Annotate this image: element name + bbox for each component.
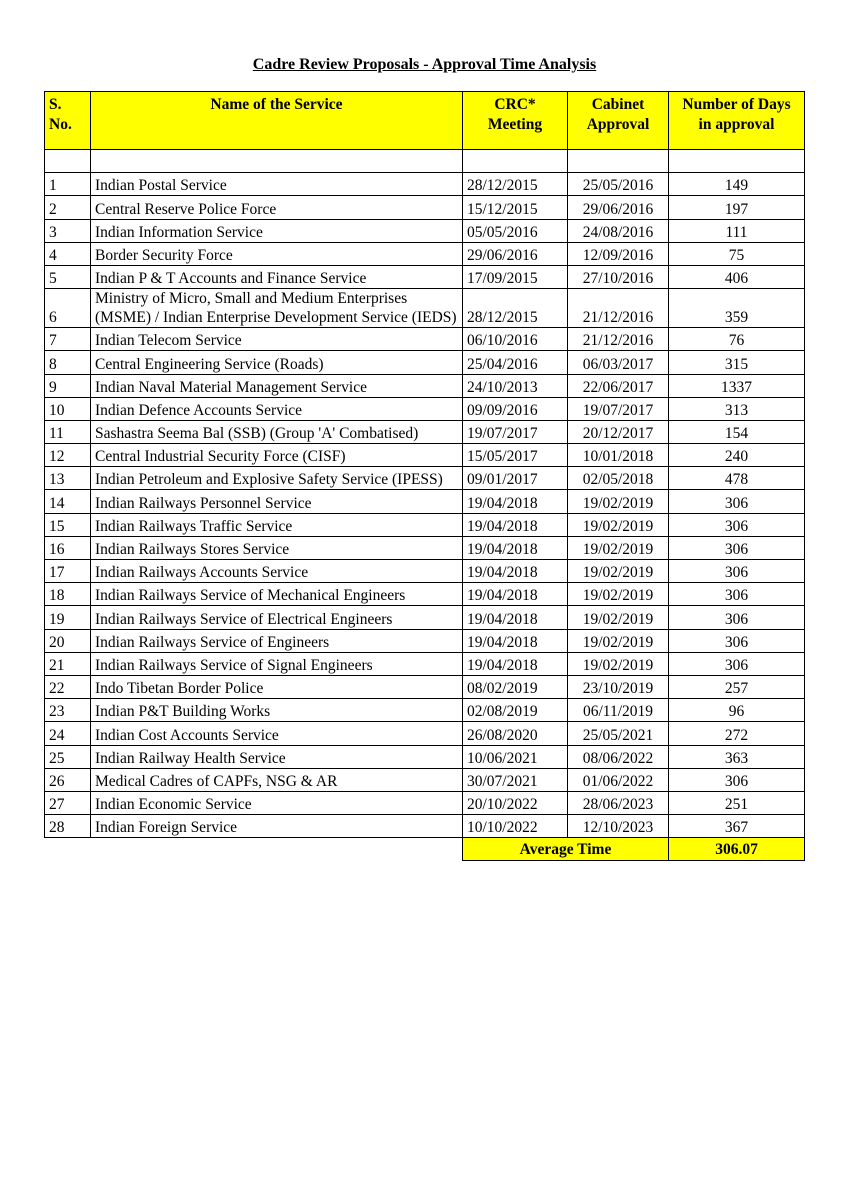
header-cabinet-line-1: Cabinet xyxy=(591,96,645,113)
cell-sno: 23 xyxy=(45,699,91,722)
cell-service-name: Central Engineering Service (Roads) xyxy=(91,351,463,374)
cell-cabinet-date: 08/06/2022 xyxy=(568,745,669,768)
cell-service-name: Indian Petroleum and Explosive Safety Service (IPESS) xyxy=(91,467,463,490)
cell-crc-date: 09/09/2016 xyxy=(463,397,568,420)
cell-crc-date: 24/10/2013 xyxy=(463,374,568,397)
table-row xyxy=(45,467,805,490)
cell-days: 306 xyxy=(669,560,805,583)
cell-service-name: Border Security Force xyxy=(91,242,463,265)
cell-sno: 14 xyxy=(45,490,91,513)
blank-cell xyxy=(91,838,463,861)
cell-service-name: Indo Tibetan Border Police xyxy=(91,675,463,698)
cell-cabinet-date: 06/03/2017 xyxy=(568,351,669,374)
cell-days: 306 xyxy=(669,629,805,652)
cell-service-name: Indian P & T Accounts and Finance Service xyxy=(91,265,463,288)
cell-cabinet-date: 25/05/2016 xyxy=(568,173,669,196)
cell-service-name: Indian Foreign Service xyxy=(91,815,463,838)
cell-service-name: Indian Naval Material Management Service xyxy=(91,374,463,397)
cell-sno: 21 xyxy=(45,652,91,675)
cell-sno: 6 xyxy=(45,289,91,328)
table-row xyxy=(45,397,805,420)
cell-service-name: Central Reserve Police Force xyxy=(91,196,463,219)
cell-crc-date: 05/05/2016 xyxy=(463,219,568,242)
cell-crc-date: 15/12/2015 xyxy=(463,196,568,219)
cell-sno: 15 xyxy=(45,513,91,536)
cell-days: 154 xyxy=(669,420,805,443)
cell-cabinet-date: 12/09/2016 xyxy=(568,242,669,265)
cell-sno: 26 xyxy=(45,768,91,791)
cell-sno: 1 xyxy=(45,173,91,196)
table-row xyxy=(45,490,805,513)
cell-service-name: Indian Railways Personnel Service xyxy=(91,490,463,513)
cell-cabinet-date: 22/06/2017 xyxy=(568,374,669,397)
cell-days: 111 xyxy=(669,219,805,242)
table-row xyxy=(45,444,805,467)
cell-cabinet-date: 19/02/2019 xyxy=(568,536,669,559)
cell-crc-date: 29/06/2016 xyxy=(463,242,568,265)
cell-sno: 11 xyxy=(45,420,91,443)
table-spacer-row xyxy=(45,150,805,173)
cell-days: 257 xyxy=(669,675,805,698)
cell-crc-date: 10/10/2022 xyxy=(463,815,568,838)
cell-crc-date: 30/07/2021 xyxy=(463,768,568,791)
cell-days: 306 xyxy=(669,513,805,536)
cell-crc-date: 19/04/2018 xyxy=(463,560,568,583)
cell-cabinet-date: 19/02/2019 xyxy=(568,629,669,652)
table-row xyxy=(45,242,805,265)
cell-crc-date: 19/04/2018 xyxy=(463,652,568,675)
cell-crc-date: 08/02/2019 xyxy=(463,675,568,698)
cell-service-name: Indian Economic Service xyxy=(91,791,463,814)
cell-days: 306 xyxy=(669,490,805,513)
header-cabinet-line-2: Approval xyxy=(586,115,650,133)
cell-sno: 5 xyxy=(45,265,91,288)
cell-cabinet-date: 06/11/2019 xyxy=(568,699,669,722)
cell-sno: 27 xyxy=(45,791,91,814)
cell-cabinet-date: 19/02/2019 xyxy=(568,652,669,675)
cell-service-name: Sashastra Seema Bal (SSB) (Group 'A' Combatised) xyxy=(91,420,463,443)
cell-sno: 19 xyxy=(45,606,91,629)
cell-days: 75 xyxy=(669,242,805,265)
cell-sno: 4 xyxy=(45,242,91,265)
table-row xyxy=(45,328,805,351)
table-row xyxy=(45,289,805,328)
cell-sno: 2 xyxy=(45,196,91,219)
cell-days: 251 xyxy=(669,791,805,814)
cell-cabinet-date: 19/02/2019 xyxy=(568,490,669,513)
cell-cabinet-date: 27/10/2016 xyxy=(568,265,669,288)
document-title: Cadre Review Proposals - Approval Time Analysis xyxy=(252,56,597,73)
cell-sno: 18 xyxy=(45,583,91,606)
cell-days: 76 xyxy=(669,328,805,351)
table-row xyxy=(45,513,805,536)
cell-sno: 17 xyxy=(45,560,91,583)
cell-days: 240 xyxy=(669,444,805,467)
average-time-label: Average Time xyxy=(463,838,669,861)
header-service-name: Name of the Service xyxy=(91,92,463,150)
spacer-cell xyxy=(568,150,669,173)
header-days-line-1: Number of Days xyxy=(682,96,791,113)
cell-days: 315 xyxy=(669,351,805,374)
cell-cabinet-date: 21/12/2016 xyxy=(568,289,669,328)
cell-days: 96 xyxy=(669,699,805,722)
cell-crc-date: 19/04/2018 xyxy=(463,629,568,652)
table-row xyxy=(45,583,805,606)
cell-service-name: Indian Cost Accounts Service xyxy=(91,722,463,745)
cell-days: 197 xyxy=(669,196,805,219)
cell-days: 306 xyxy=(669,583,805,606)
table-row xyxy=(45,791,805,814)
cell-service-name: Indian Railway Health Service xyxy=(91,745,463,768)
approval-time-table xyxy=(44,91,805,861)
header-days-line-2: in approval xyxy=(698,115,775,133)
table-row xyxy=(45,196,805,219)
table-row xyxy=(45,768,805,791)
cell-days: 149 xyxy=(669,173,805,196)
table-row xyxy=(45,629,805,652)
cell-crc-date: 20/10/2022 xyxy=(463,791,568,814)
header-days-in-approval xyxy=(669,92,805,150)
cell-crc-date: 26/08/2020 xyxy=(463,722,568,745)
cell-cabinet-date: 19/02/2019 xyxy=(568,606,669,629)
cell-cabinet-date: 19/07/2017 xyxy=(568,397,669,420)
cell-days: 1337 xyxy=(669,374,805,397)
cell-sno: 12 xyxy=(45,444,91,467)
cell-service-name: Indian Railways Service of Engineers xyxy=(91,629,463,652)
cell-cabinet-date: 10/01/2018 xyxy=(568,444,669,467)
cell-service-name: Central Industrial Security Force (CISF) xyxy=(91,444,463,467)
cell-cabinet-date: 28/06/2023 xyxy=(568,791,669,814)
table-row xyxy=(45,560,805,583)
cell-crc-date: 19/07/2017 xyxy=(463,420,568,443)
cell-service-name: Indian Railways Stores Service xyxy=(91,536,463,559)
header-crc-line-1: CRC* xyxy=(494,96,536,113)
table-row xyxy=(45,652,805,675)
cell-crc-date: 19/04/2018 xyxy=(463,490,568,513)
cell-sno: 13 xyxy=(45,467,91,490)
cell-cabinet-date: 19/02/2019 xyxy=(568,560,669,583)
table-row xyxy=(45,606,805,629)
table-row xyxy=(45,699,805,722)
table-header-row xyxy=(45,92,805,150)
cell-service-name: Indian Railways Traffic Service xyxy=(91,513,463,536)
cell-days: 306 xyxy=(669,606,805,629)
cell-crc-date: 19/04/2018 xyxy=(463,513,568,536)
cell-days: 306 xyxy=(669,768,805,791)
cell-crc-date: 02/08/2019 xyxy=(463,699,568,722)
cell-days: 359 xyxy=(669,289,805,328)
cell-crc-date: 25/04/2016 xyxy=(463,351,568,374)
blank-cell xyxy=(45,838,91,861)
average-time-value: 306.07 xyxy=(669,838,805,861)
cell-days: 306 xyxy=(669,536,805,559)
header-cabinet-approval xyxy=(568,92,669,150)
table-row xyxy=(45,219,805,242)
cell-days: 367 xyxy=(669,815,805,838)
table-row xyxy=(45,420,805,443)
cell-cabinet-date: 01/06/2022 xyxy=(568,768,669,791)
spacer-cell xyxy=(463,150,568,173)
cell-service-name: Ministry of Micro, Small and Medium Enterprises (MSME) / Indian Enterprise Development Service (IEDS) xyxy=(91,289,463,328)
cell-days: 363 xyxy=(669,745,805,768)
header-sno-line-2: No. xyxy=(49,115,72,133)
cell-cabinet-date: 02/05/2018 xyxy=(568,467,669,490)
cell-sno: 20 xyxy=(45,629,91,652)
average-row xyxy=(45,838,805,861)
table-row xyxy=(45,351,805,374)
cell-cabinet-date: 12/10/2023 xyxy=(568,815,669,838)
cell-days: 272 xyxy=(669,722,805,745)
table-row xyxy=(45,722,805,745)
cell-service-name: Indian Telecom Service xyxy=(91,328,463,351)
cell-crc-date: 06/10/2016 xyxy=(463,328,568,351)
header-sno-line-1: S. xyxy=(49,96,62,113)
table-row xyxy=(45,374,805,397)
table-row xyxy=(45,265,805,288)
cell-sno: 28 xyxy=(45,815,91,838)
cell-crc-date: 28/12/2015 xyxy=(463,289,568,328)
spacer-cell xyxy=(45,150,91,173)
cell-cabinet-date: 20/12/2017 xyxy=(568,420,669,443)
table-row xyxy=(45,173,805,196)
cell-sno: 7 xyxy=(45,328,91,351)
cell-sno: 3 xyxy=(45,219,91,242)
table-row xyxy=(45,745,805,768)
cell-cabinet-date: 29/06/2016 xyxy=(568,196,669,219)
cell-crc-date: 28/12/2015 xyxy=(463,173,568,196)
spacer-cell xyxy=(669,150,805,173)
header-crc-line-2: Meeting xyxy=(487,115,543,133)
cell-service-name: Indian Railways Accounts Service xyxy=(91,560,463,583)
table-row xyxy=(45,815,805,838)
cell-crc-date: 19/04/2018 xyxy=(463,606,568,629)
cell-crc-date: 15/05/2017 xyxy=(463,444,568,467)
cell-sno: 22 xyxy=(45,675,91,698)
cell-sno: 16 xyxy=(45,536,91,559)
cell-service-name: Medical Cadres of CAPFs, NSG & AR xyxy=(91,768,463,791)
cell-sno: 25 xyxy=(45,745,91,768)
cell-cabinet-date: 19/02/2019 xyxy=(568,513,669,536)
cell-service-name: Indian Railways Service of Mechanical Engineers xyxy=(91,583,463,606)
cell-crc-date: 17/09/2015 xyxy=(463,265,568,288)
cell-cabinet-date: 21/12/2016 xyxy=(568,328,669,351)
header-sno xyxy=(45,92,91,150)
cell-days: 313 xyxy=(669,397,805,420)
cell-service-name: Indian P&T Building Works xyxy=(91,699,463,722)
cell-cabinet-date: 19/02/2019 xyxy=(568,583,669,606)
cell-sno: 10 xyxy=(45,397,91,420)
cell-cabinet-date: 24/08/2016 xyxy=(568,219,669,242)
cell-sno: 8 xyxy=(45,351,91,374)
table-row xyxy=(45,536,805,559)
cell-days: 306 xyxy=(669,652,805,675)
cell-cabinet-date: 25/05/2021 xyxy=(568,722,669,745)
table-row xyxy=(45,675,805,698)
cell-cabinet-date: 23/10/2019 xyxy=(568,675,669,698)
cell-crc-date: 19/04/2018 xyxy=(463,583,568,606)
cell-service-name: Indian Postal Service xyxy=(91,173,463,196)
header-crc-meeting xyxy=(463,92,568,150)
cell-service-name: Indian Railways Service of Signal Engineers xyxy=(91,652,463,675)
spacer-cell xyxy=(91,150,463,173)
cell-crc-date: 19/04/2018 xyxy=(463,536,568,559)
cell-days: 478 xyxy=(669,467,805,490)
cell-sno: 9 xyxy=(45,374,91,397)
cell-service-name: Indian Information Service xyxy=(91,219,463,242)
cell-crc-date: 10/06/2021 xyxy=(463,745,568,768)
cell-crc-date: 09/01/2017 xyxy=(463,467,568,490)
cell-sno: 24 xyxy=(45,722,91,745)
cell-days: 406 xyxy=(669,265,805,288)
cell-service-name: Indian Defence Accounts Service xyxy=(91,397,463,420)
cell-service-name: Indian Railways Service of Electrical Engineers xyxy=(91,606,463,629)
